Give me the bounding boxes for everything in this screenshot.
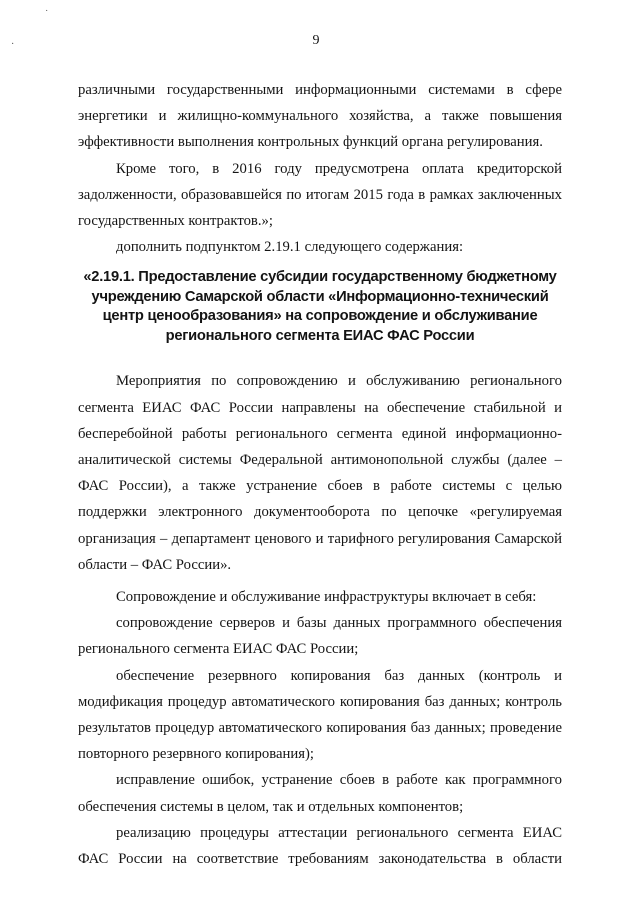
margin-mark: · (11, 39, 15, 50)
document-body (78, 77, 562, 872)
paragraph: реализацию процедуры аттестации регионального сегмента ЕИАС ФАС России на соответствие требованиям законодательства в области (78, 824, 562, 868)
paragraph: дополнить подпунктом 2.19.1 следующего содержания: (116, 239, 464, 256)
paragraph: различными государственными информационными системами в сфере энергетики и жилищно-коммунального хозяйства, а также повышения эффективности выполнения контрольных функций органа регулирования. (78, 82, 562, 151)
paragraph: сопровождение серверов и базы данных программного обеспечения регионального сегмента ЕИАС ФАС России; (78, 615, 562, 658)
paragraph: Сопровождение и обслуживание инфраструктуры включает в себя: (116, 589, 537, 606)
paragraph: обеспечение резервного копирования баз данных (контроль и модификация процедур автоматического копирования баз данных; контроль результатов процедур автоматического копирования баз данных; проведение повторного резервного копирования); (78, 667, 562, 763)
paragraph: исправление ошибок, устранение сбоев в работе как программного обеспечения системы в целом, так и отдельных компонентов; (78, 772, 562, 815)
section-title: «2.19.1. Предоставление субсидии государственному бюджетному учреждению Самарской области «Информационно-технический центр ценообразования» на сопровождение и обслуживание регионального сегмента ЕИАС ФАС России (83, 269, 557, 344)
paragraph: Мероприятия по сопровождению и обслуживанию регионального сегмента ЕИАС ФАС России направлены на обеспечение стабильной и бесперебойной работы регионального сегмента единой информационно-аналитической системы Федеральной антимонопольной службы (далее – ФАС России), а также устранение сбоев в работе системы с целью поддержки электронного документооборота по цепочке «регулируемая организация – департамент ценового и тарифного регулирования Самарской области – ФАС России». (78, 373, 562, 573)
margin-mark: ˙ (45, 9, 49, 20)
page-number: 9 (312, 33, 320, 48)
paragraph: Кроме того, в 2016 году предусмотрена оплата кредиторской задолженности, образовавшейся по итогам 2015 года в рамках заключенных государственных контрактов.»; (78, 160, 562, 230)
